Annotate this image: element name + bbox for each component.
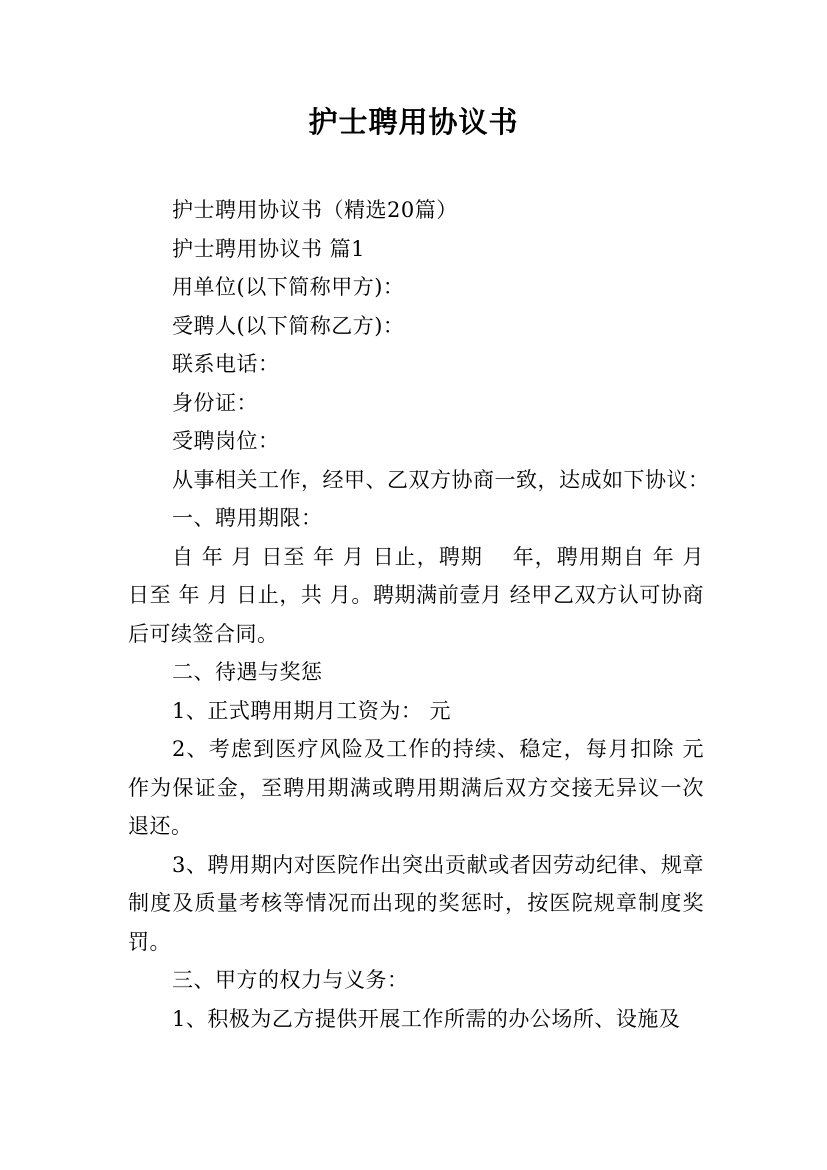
salary-line: 1、正式聘用期月工资为： 元 [172, 698, 452, 723]
deposit-paragraph: 2、考虑到医疗风险及工作的持续、稳定，每月扣除 元作为保证金，至聘用期满或聘用期满后双方交接无异议一次退还。 [128, 737, 704, 838]
position-line: 受聘岗位： [172, 429, 280, 453]
term-paragraph: 自 年 月 日至 年 月 日止，聘期 年，聘用期自 年 月 日至 年 月 日止，共 月。聘期满前壹月 经甲乙双方认可协商后可续签合同。 [128, 544, 704, 646]
agreement-intro-line: 从事相关工作，经甲、乙双方协商一致，达成如下协议： [172, 467, 710, 492]
phone-line: 联系电话： [172, 352, 280, 376]
term-heading: 一、聘用期限： [172, 506, 323, 530]
rewards-paragraph: 3、聘用期内对医院作出突出贡献或者因劳动纪律、规章制度及质量考核等情况而出现的奖惩时，按医院规章制度奖罚。 [128, 852, 704, 954]
rights-item-1: 1、积极为乙方提供开展工作所需的办公场所、设施及 [172, 1006, 681, 1031]
rights-heading: 三、甲方的权力与义务： [172, 968, 409, 992]
employee-line: 受聘人(以下简称乙方)： [172, 313, 405, 338]
treatment-heading: 二、待遇与奖惩 [172, 660, 323, 684]
subtitle-line: 护士聘用协议书（精选20篇） [172, 198, 458, 222]
section-heading: 护士聘用协议书 篇1 [172, 236, 366, 261]
document-body [128, 191, 710, 1038]
id-card-line: 身份证： [172, 390, 258, 415]
document-title: 护士聘用协议书 [308, 105, 519, 139]
employer-line: 用单位(以下简称甲方)： [172, 275, 405, 299]
